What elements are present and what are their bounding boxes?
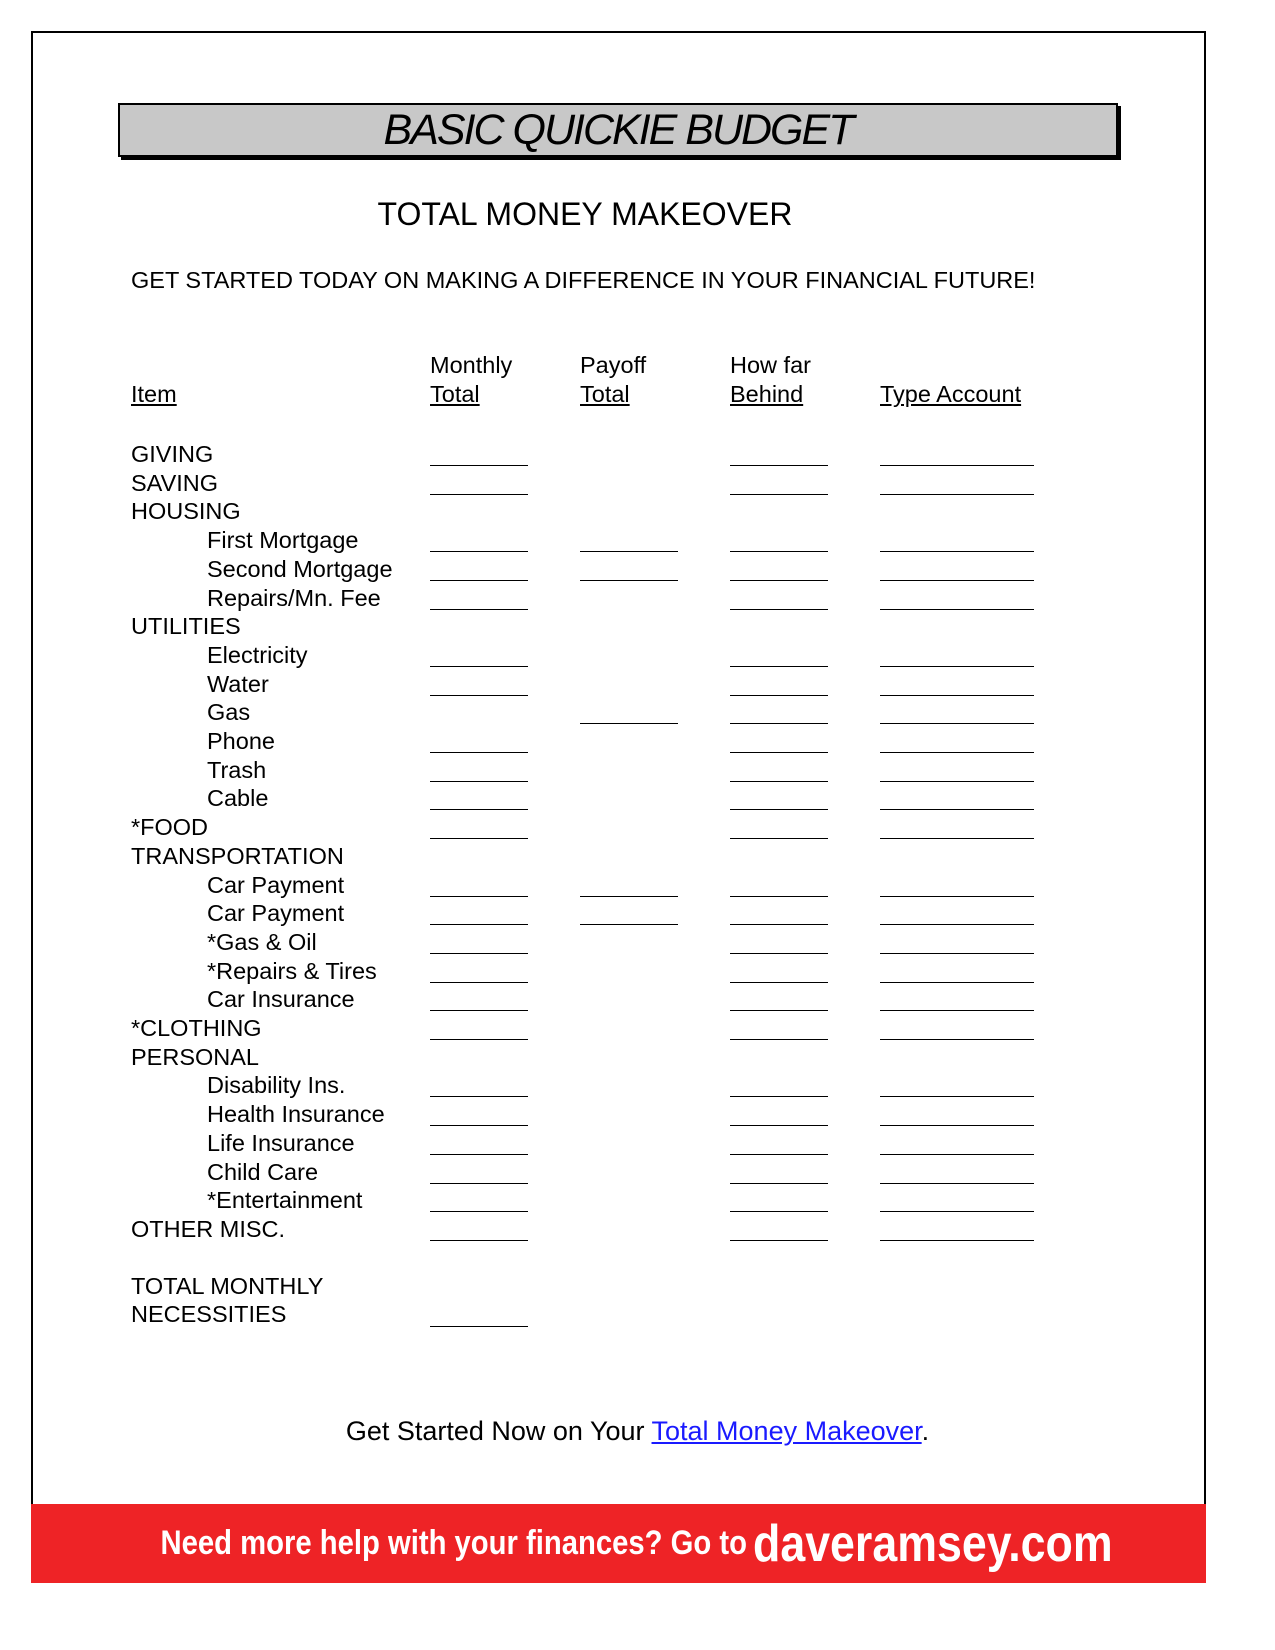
type-blank[interactable]	[880, 752, 1034, 753]
total-money-makeover-link[interactable]: Total Money Makeover	[651, 1416, 922, 1446]
row-label: Disability Ins.	[207, 1072, 346, 1099]
column-header-monthly-top: Monthly	[430, 352, 513, 378]
banner-site-link[interactable]: daveramsey.com	[753, 1514, 1114, 1573]
row-label: Car Insurance	[207, 986, 355, 1013]
row-label: *CLOTHING	[131, 1015, 262, 1041]
row-label: Phone	[207, 728, 275, 754]
column-header-payoff-bottom: Total	[580, 381, 630, 407]
total-label-line2: NECESSITIES	[131, 1301, 287, 1327]
monthly-blank[interactable]	[430, 809, 528, 810]
payoff-blank[interactable]	[580, 551, 678, 552]
monthly-blank[interactable]	[430, 924, 528, 925]
row-label: Life Insurance	[207, 1129, 355, 1156]
behind-blank[interactable]	[730, 838, 828, 839]
document-subtitle: TOTAL MONEY MAKEOVER	[377, 196, 793, 232]
behind-blank[interactable]	[730, 982, 828, 983]
behind-blank[interactable]	[730, 1096, 828, 1097]
monthly-blank[interactable]	[430, 1039, 528, 1040]
behind-blank[interactable]	[730, 752, 828, 753]
monthly-blank[interactable]	[430, 896, 528, 897]
type-blank[interactable]	[880, 580, 1034, 581]
behind-blank[interactable]	[730, 809, 828, 810]
column-header-type-account	[880, 351, 1021, 409]
behind-blank[interactable]	[730, 781, 828, 782]
column-header-behind-top: How far	[730, 352, 811, 378]
behind-blank[interactable]	[730, 1010, 828, 1011]
row-label: OTHER MISC.	[131, 1215, 286, 1242]
column-header-behind-bottom: Behind	[730, 381, 804, 407]
behind-blank[interactable]	[730, 1039, 828, 1040]
type-blank[interactable]	[880, 896, 1034, 897]
type-blank[interactable]	[880, 609, 1034, 610]
column-header-monthly-bottom: Total	[430, 381, 480, 407]
row-label: HOUSING	[131, 498, 241, 525]
type-blank[interactable]	[880, 723, 1034, 724]
type-blank[interactable]	[880, 1211, 1034, 1212]
payoff-blank[interactable]	[580, 924, 678, 925]
type-blank[interactable]	[880, 809, 1034, 810]
monthly-blank[interactable]	[430, 781, 528, 782]
row-label: *FOOD	[131, 814, 209, 841]
monthly-blank[interactable]	[430, 1211, 528, 1212]
monthly-blank[interactable]	[430, 982, 528, 983]
type-blank[interactable]	[880, 982, 1034, 983]
type-blank[interactable]	[880, 1125, 1034, 1126]
row-label: *Entertainment	[207, 1187, 363, 1214]
behind-blank[interactable]	[730, 666, 828, 667]
behind-blank[interactable]	[730, 953, 828, 954]
row-label: Cable	[207, 785, 269, 812]
monthly-blank[interactable]	[430, 695, 528, 696]
column-header-how-far-behind	[730, 351, 811, 409]
monthly-blank[interactable]	[430, 1010, 528, 1011]
row-label: GIVING	[131, 441, 214, 467]
behind-blank[interactable]	[730, 1125, 828, 1126]
monthly-blank[interactable]	[430, 838, 528, 839]
row-label: PERSONAL	[131, 1043, 259, 1070]
behind-blank[interactable]	[730, 896, 828, 897]
behind-blank[interactable]	[730, 723, 828, 724]
type-blank[interactable]	[880, 494, 1034, 495]
monthly-blank[interactable]	[430, 752, 528, 753]
type-blank[interactable]	[880, 1010, 1034, 1011]
behind-blank[interactable]	[730, 1211, 828, 1212]
type-blank[interactable]	[880, 1096, 1034, 1097]
footer-line	[0, 1418, 1275, 1445]
behind-blank[interactable]	[730, 494, 828, 495]
behind-blank[interactable]	[730, 1154, 828, 1155]
banner-prompt: Need more help with your finances? Go to	[160, 1524, 748, 1562]
payoff-blank[interactable]	[580, 580, 678, 581]
row-label: Electricity	[207, 641, 308, 668]
column-header-monthly-total	[430, 351, 512, 409]
row-label: First Mortgage	[207, 527, 359, 554]
column-header-payoff-total	[580, 351, 646, 409]
row-label: *Gas & Oil	[207, 928, 317, 955]
behind-blank[interactable]	[730, 695, 828, 696]
column-header-payoff-top: Payoff	[580, 352, 647, 378]
type-blank[interactable]	[880, 781, 1034, 782]
document-title: BASIC QUICKIE BUDGET	[383, 105, 853, 154]
type-blank[interactable]	[880, 1039, 1034, 1040]
behind-blank[interactable]	[730, 609, 828, 610]
footer-prefix: Get Started Now on Your	[345, 1416, 652, 1446]
monthly-blank[interactable]	[430, 609, 528, 610]
row-label: SAVING	[131, 469, 219, 496]
total-monthly-blank[interactable]	[430, 1326, 528, 1327]
promo-banner[interactable]	[31, 1504, 1206, 1583]
payoff-blank[interactable]	[580, 896, 678, 897]
monthly-blank[interactable]	[430, 465, 528, 466]
type-blank[interactable]	[880, 1240, 1034, 1241]
behind-blank[interactable]	[730, 551, 828, 552]
type-blank[interactable]	[880, 695, 1034, 696]
row-label: TRANSPORTATION	[131, 842, 344, 869]
monthly-blank[interactable]	[430, 1125, 528, 1126]
monthly-blank[interactable]	[430, 953, 528, 954]
type-blank[interactable]	[880, 551, 1034, 552]
row-label: Child Care	[207, 1158, 319, 1185]
row-label: Car Payment	[207, 900, 345, 927]
type-blank[interactable]	[880, 465, 1034, 466]
row-label: Gas	[207, 699, 251, 726]
column-header-item-label: Item	[131, 381, 177, 407]
row-label: Second Mortgage	[207, 555, 393, 582]
behind-blank[interactable]	[730, 465, 828, 466]
type-blank[interactable]	[880, 1183, 1034, 1184]
behind-blank[interactable]	[730, 1240, 828, 1241]
footer-suffix: .	[921, 1416, 930, 1446]
row-label: *Repairs & Tires	[207, 957, 377, 984]
type-blank[interactable]	[880, 953, 1034, 954]
monthly-blank[interactable]	[430, 580, 528, 581]
type-blank[interactable]	[880, 666, 1034, 667]
monthly-blank[interactable]	[430, 666, 528, 667]
behind-blank[interactable]	[730, 1183, 828, 1184]
type-blank[interactable]	[880, 838, 1034, 839]
payoff-blank[interactable]	[580, 723, 678, 724]
monthly-blank[interactable]	[430, 551, 528, 552]
row-label: Car Payment	[207, 871, 345, 898]
row-label: UTILITIES	[131, 613, 241, 640]
behind-blank[interactable]	[730, 580, 828, 581]
title-banner	[118, 103, 1118, 157]
monthly-blank[interactable]	[430, 1183, 528, 1184]
type-blank[interactable]	[880, 1154, 1034, 1155]
monthly-blank[interactable]	[430, 1154, 528, 1155]
row-label: Water	[207, 670, 269, 697]
monthly-blank[interactable]	[430, 1096, 528, 1097]
row-label: Trash	[207, 756, 267, 783]
tagline: GET STARTED TODAY ON MAKING A DIFFERENCE IN YOUR FINANCIAL FUTURE!	[131, 267, 1036, 293]
type-blank[interactable]	[880, 924, 1034, 925]
behind-blank[interactable]	[730, 924, 828, 925]
total-label-line1: TOTAL MONTHLY	[131, 1273, 324, 1299]
monthly-blank[interactable]	[430, 494, 528, 495]
row-label: Health Insurance	[207, 1101, 385, 1128]
column-header-type-label: Type Account	[880, 381, 1022, 407]
row-label: Repairs/Mn. Fee	[207, 584, 381, 611]
column-header-item	[131, 351, 177, 409]
monthly-blank[interactable]	[430, 1240, 528, 1241]
